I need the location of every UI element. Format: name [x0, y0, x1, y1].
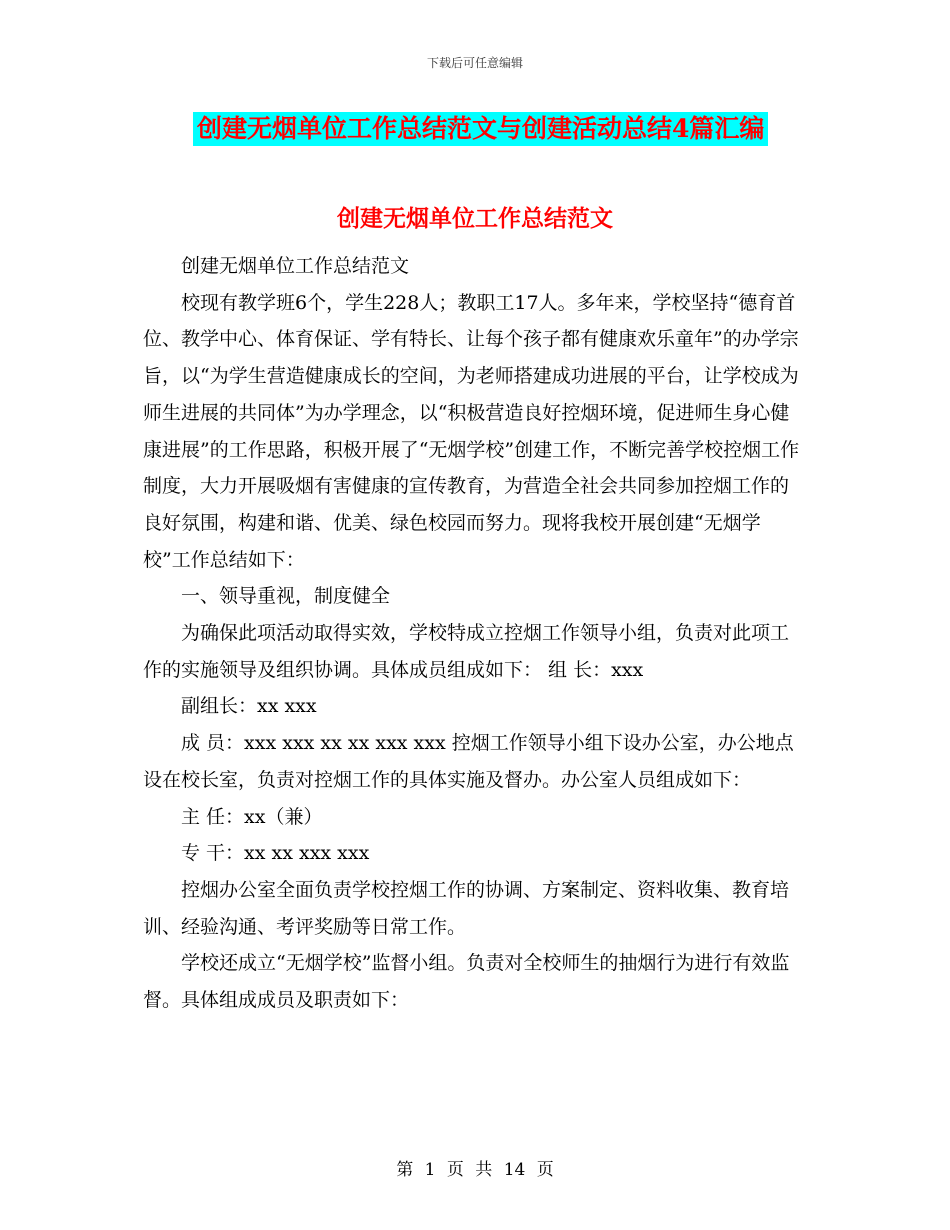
header-note: 下载后可任意编辑	[426, 56, 523, 70]
paragraph-members: 成 员：xxx xxx xx xx xxx xxx 控烟工作领导小组下设办公室，办公地点设在校长室，负责对控烟工作的具体实施及督办。办公室人员组成如下：	[143, 732, 794, 791]
body-text	[143, 248, 803, 1019]
section-heading-leadership: 一、领导重视，制度健全	[181, 585, 391, 608]
paragraph-intro: 校现有教学班6个，学生228人；教职工17人。多年来，学校坚持“德育首位、教学中心、体育保证、学有特长、让每个孩子都有健康欢乐童年”的办学宗旨，以“为学生营造健康成长的空间，为老师搭建成功进展的平台，让学校成为师生进展的共同体”为办学理念，以“积极营造良好控烟环境，促进师生身心健康进展”的工作思路，积极开展了“无烟学校”创建工作，不断完善学校控烟工作制度，大力开展吸烟有害健康的宣传教育，为营造全社会共同参加控烟工作的良好氛围，构建和谐、优美、绿色校园而努力。现将我校开展创建“无烟学校”工作总结如下：	[143, 291, 800, 571]
paragraph-group: 为确保此项活动取得实效，学校特成立控烟工作领导小组，负责对此项工作的实施领导及组织协调。具体成员组成如下： 组 长：xxx	[143, 622, 790, 681]
paragraph-deputy: 副组长：xx xxx	[181, 695, 317, 718]
paragraph-office-duties: 控烟办公室全面负责学校控烟工作的协调、方案制定、资料收集、教育培训、经验沟通、考评奖励等日常工作。	[143, 878, 790, 938]
paragraph-heading: 创建无烟单位工作总结范文	[181, 255, 410, 277]
paragraph-supervision: 学校还成立“无烟学校”监督小组。负责对全校师生的抽烟行为进行有效监督。具体组成成员及职责如下：	[143, 952, 790, 1012]
page-number: 第 1 页 共 14 页	[396, 1160, 554, 1180]
section-title: 创建无烟单位工作总结范文	[337, 205, 613, 232]
paragraph-director: 主 任：xx（兼）	[181, 805, 323, 828]
document-title: 创建无烟单位工作总结范文与创建活动总结4篇汇编	[193, 112, 768, 146]
paragraph-staff: 专 干：xx xx xxx xxx	[181, 842, 370, 865]
